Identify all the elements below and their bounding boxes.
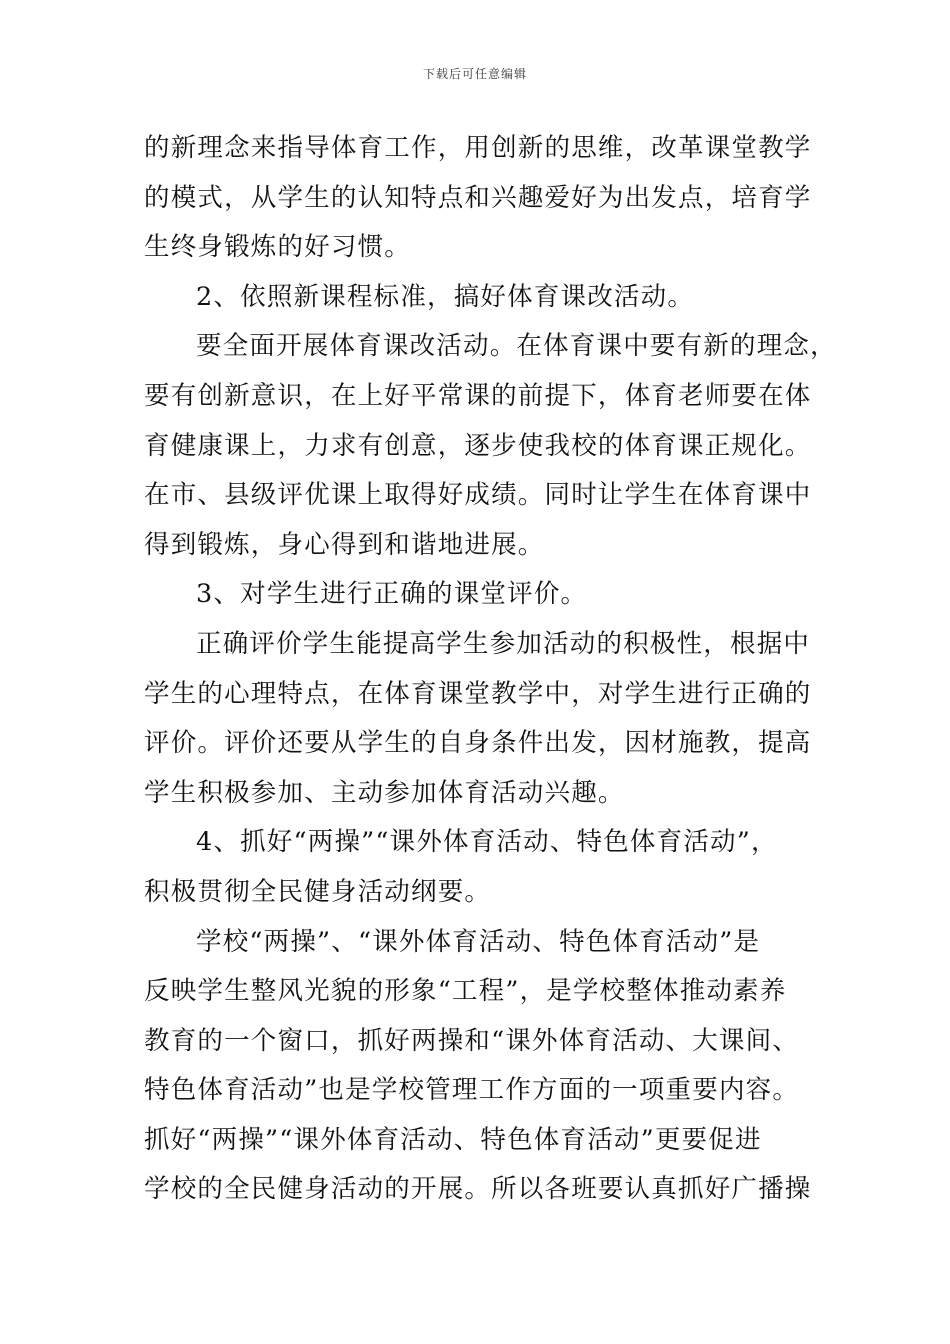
- section-heading: 4、抓好“两操”“课外体育活动、特色体育活动”，: [196, 827, 778, 858]
- text-line: 要有创新意识，在上好平常课的前提下，体育老师要在体: [144, 380, 812, 411]
- text-line: 学生的心理特点，在体育课堂教学中，对学生进行正确的: [144, 678, 812, 709]
- section-heading: 2、依照新课程标准，搞好体育课改活动。: [196, 281, 695, 312]
- page-header-note: 下载后可任意编辑: [422, 67, 527, 81]
- text-line: 学生积极参加、主动参加体育活动兴趣。: [144, 777, 625, 808]
- section-heading: 3、对学生进行正确的课堂评价。: [196, 579, 588, 610]
- text-line: 学校的全民健身活动的开展。所以各班要认真抓好广播操: [144, 1174, 812, 1205]
- text-line: 正确评价学生能提高学生参加活动的积极性，根据中: [196, 628, 811, 659]
- body-text: [144, 124, 837, 1215]
- text-line: 在市、县级评优课上取得好成绩。同时让学生在体育课中: [144, 480, 812, 511]
- text-line: 要全面开展体育课改活动。在体育课中要有新的理念，: [196, 331, 837, 362]
- text-line: 育健康课上，力求有创意，逐步使我校的体育课正规化。: [144, 430, 812, 461]
- text-line: 的模式，从学生的认知特点和兴趣爱好为出发点，培育学: [144, 182, 812, 213]
- text-line: 特色体育活动”也是学校管理工作方面的一项重要内容。: [144, 1075, 800, 1106]
- text-line: 得到锻炼，身心得到和谐地进展。: [144, 529, 545, 560]
- text-line: 抓好“两操”“课外体育活动、特色体育活动”更要促进: [144, 1124, 762, 1155]
- text-line: 评价。评价还要从学生的自身条件出发，因材施教，提高: [144, 728, 812, 759]
- text-line: 积极贯彻全民健身活动纲要。: [144, 876, 492, 907]
- text-line: 生终身锻炼的好习惯。: [144, 232, 412, 263]
- text-line: 教育的一个窗口，抓好两操和“课外体育活动、大课间、: [144, 1025, 800, 1056]
- text-line: 的新理念来指导体育工作，用创新的思维，改革课堂教学: [144, 133, 812, 163]
- text-line: 学校“两操”、“课外体育活动、特色体育活动”是: [196, 926, 761, 957]
- text-line: 反映学生整风光貌的形象“工程”，是学校整体推动素养: [144, 976, 787, 1007]
